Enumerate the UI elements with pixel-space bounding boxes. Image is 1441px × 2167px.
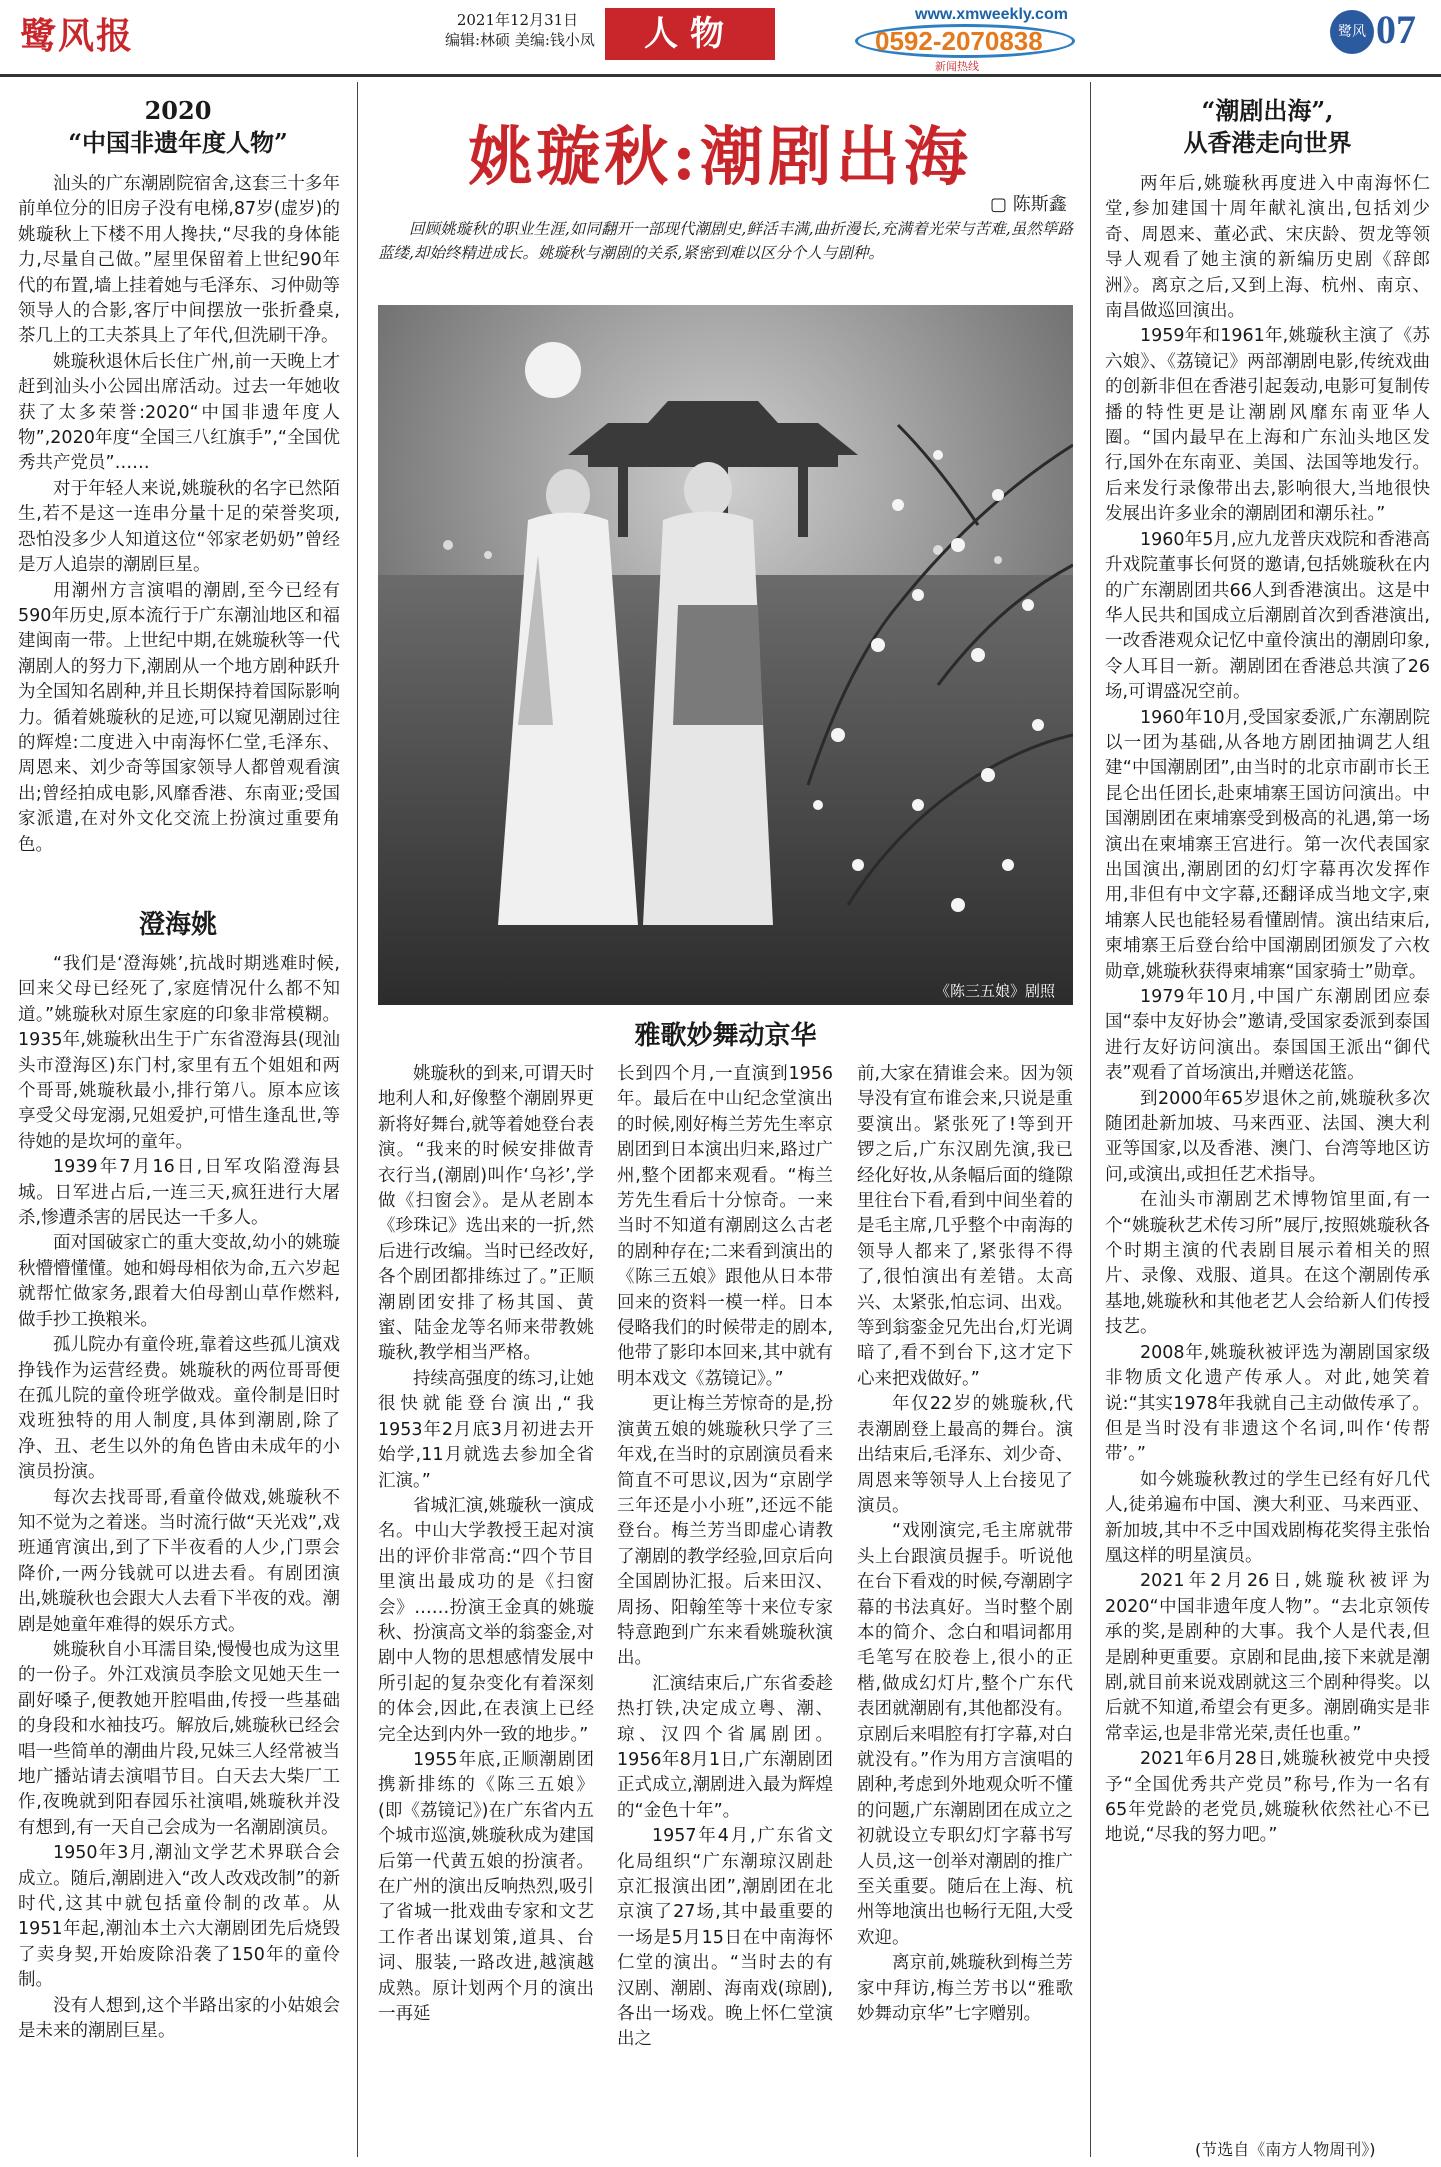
paragraph: 如今姚璇秋教过的学生已经有好几代人,徒弟遍布中国、澳大利亚、马来西亚、新加坡,其中不乏中国戏剧梅花奖得主张怡凰这样的明星演员。	[1105, 1469, 1430, 1566]
source-note: (节选自《南方人物周刊》)	[1195, 2140, 1376, 2159]
paragraph: 长到四个月,一直演到1956年。最后在中山纪念堂演出的时候,刚好梅兰芳先生率京剧团到日本演出归来,路过广州,整个团都来观看。“梅兰芳先生看后十分惊奇。一来当时不知道有潮剧这么古老的剧种存在;二来看到演出的《陈三五娘》跟他从日本带回来的资料一模一样。日本侵略我们的时候带走的剧本,他带了影印本回来,其中就有明本戏文《荔镜记》。”	[617, 1064, 833, 1389]
paragraph: “戏刚演完,毛主席就带头上台跟演员握手。听说他在台下看戏的时候,夸潮剧字幕的书法真好。当时整个剧本的简介、念白和唱词都用毛笔写在胶卷上,很小的正楷,做成幻灯片,整个广东代表团就潮剧有,其他都没有。京剧后来唱腔有打字幕,对白就没有。”作为用方言演唱的剧种,考虑到外地观众听不懂的问题,广东潮剧团在成立之初就设立专职幻灯字幕书写人员,这一创举对潮剧的推广至关重要。随后在上海、杭州等地演出也畅行无阻,大受欢迎。	[857, 1521, 1073, 1948]
paragraph: 前,大家在猜谁会来。因为领导没有宣布谁会来,只说是重要演出。紧张死了!等到开锣之后,广东汉剧先演,我已经化好妆,从条幅后面的缝隙里往台下看,看到中间坐着的是毛主席,几乎整个中南海的领导人都来了,紧张得不得了,很怕演出有差错。太高兴、太紧张,怕忘词、出戏。等到翁銮金兄先出台,灯光调暗了,看不到台下,这才定下心来把戏做好。”	[857, 1064, 1073, 1389]
paragraph: 1959年和1961年,姚璇秋主演了《苏六娘》、《荔镜记》两部潮剧电影,传统戏曲的创新非但在香港引起轰动,电影可复制传播的特性更是让潮剧风靡东南亚华人圈。“国内最早在上海和广东汕头地区发行,国外在东南亚、美国、法国等地发行。后来发行录像带出去,影响很大,当地很快发展出许多业余的潮剧团和潮乐社。”	[1105, 326, 1430, 525]
paragraph: 1955年底,正顺潮剧团携新排练的《陈三五娘》(即《荔镜记》)在广东省内五个城市巡演,姚璇秋成为建国后第一代黄五娘的扮演者。在广州的演出反响热烈,吸引了省城一批戏曲专家和文艺工作者出谋划策,道具、台词、服装,一路改进,越演越成熟。原计划两个月的演出一再延	[378, 1749, 594, 2025]
photo-caption: 《陈三五娘》剧照	[935, 982, 1056, 1000]
paragraph: 年仅22岁的姚璇秋,代表潮剧登上最高的舞台。演出结束后,毛泽东、刘少奇、周恩来等领导人上台接见了演员。	[857, 1394, 1073, 1516]
column-divider	[357, 82, 358, 2157]
header-rule	[0, 74, 1441, 77]
newspaper-logo: 鹭风报	[20, 15, 135, 57]
hotline-number: 0592-2070838	[875, 26, 1043, 56]
paragraph: 省城汇演,姚璇秋一演成名。中山大学教授王起对演出的评价非常高:“四个节目里演出最成功的是《扫窗会》……扮演王金真的姚璇秋、扮演高文举的翁銮金,对剧中人物的思想感情发展中所引起的复杂变化有着深刻的体会,因此,在表演上已经完全达到内外一致的地步。”	[378, 1495, 594, 1745]
issue-date: 2021年12月31日	[456, 11, 579, 29]
paragraph: 面对国破家亡的重大变故,幼小的姚璇秋懵懵懂懂。她和姆母相依为命,五六岁起就帮忙做家务,跟着大伯母割山草作燃料,做手抄工换粮米。	[18, 1233, 340, 1330]
paragraph: 1939年7月16日,日军攻陷澄海县城。日军进占后,一连三天,疯狂进行大屠杀,惨遭杀害的居民达一千多人。	[18, 1157, 340, 1229]
paragraph: 两年后,姚璇秋再度进入中南海怀仁堂,参加建国十周年献礼演出,包括刘少奇、周恩来、董必武、宋庆龄、贺龙等领导人观看了她主演的新编历史剧《辞郎洲》。离京之后,又到上海、杭州、南京、南昌做巡回演出。	[1105, 174, 1430, 322]
page-badge: 鹭风	[1330, 10, 1374, 54]
paragraph: 姚璇秋自小耳濡目染,慢慢也成为这里的一份子。外江戏演员李脍文见她天生一副好嗓子,便教她开腔唱曲,传授一些基础的身段和水袖技巧。解放后,姚璇秋已经会唱一些简单的潮曲片段,兄妹三人经常被当地广播站请去演唱节目。白天去大柴厂工作,夜晚就到阳春园乐社演唱,姚璇秋并没有想到,有一天自己会成为一名潮剧演员。	[18, 1639, 340, 1838]
paragraph: 姚璇秋的到来,可谓天时地利人和,好像整个潮剧界更新将好舞台,就等着她登台表演。“我来的时候安排做青衣行当,(潮剧)叫作‘乌衫’,学做《扫窗会》。是从老剧本《珍珠记》选出来的一折,然后进行改编。当时已经改好,各个剧团都排练过了。”正顺潮剧团安排了杨其国、黄蜜、陆金龙等名师来带教姚璇秋,教学相当严格。	[378, 1064, 594, 1364]
paragraph: 持续高强度的练习,让她很快就能登台演出,“我1953年2月底3月初进去开始学,11月就选去参加全省汇演。”	[378, 1368, 594, 1491]
paragraph: 对于年轻人来说,姚璇秋的名字已然陌生,若不是这一连串分量十足的荣誉奖项,恐怕没多少人知道这位“邻家老奶奶”曾经是万人追崇的潮剧巨星。	[18, 478, 340, 576]
paragraph: 1957年4月,广东省文化局组织“广东潮琼汉剧赴京汇报演出团”,潮剧团在北京演了27场,其中最重要的一场是5月15日在中南海怀仁堂的演出。“当时去的有汉剧、潮剧、海南戏(琼剧),各出一场戏。晚上怀仁堂演出之	[617, 1826, 833, 2050]
website-url: www.xmweekly.com	[915, 6, 1068, 23]
column-divider	[1090, 82, 1091, 2157]
paragraph: 2021年6月28日,姚璇秋被党中央授予“全国优秀共产党员”称号,作为一名有65年党龄的老党员,姚璇秋依然社心不已地说,“尽我的努力吧。”	[1105, 1749, 1430, 1846]
paragraph: 姚璇秋退休后长住广州,前一天晚上才赶到汕头小公园出席活动。过去一年她收获了太多荣誉:2020“中国非遗年度人物”,2020年度“全国三八红旗手”,“全国优秀共产党员”……	[18, 351, 340, 474]
paragraph: 汇演结束后,广东省委趁热打铁,决定成立粤、潮、琼、汉四个省属剧团。1956年8月1日,广东潮剧团正式成立,潮剧进入最为辉煌的“金色十年”。	[617, 1673, 833, 1821]
middle-heading: 雅歌妙舞动京华	[634, 1021, 817, 1051]
paragraph: 1960年5月,应九龙普庆戏院和香港高升戏院董事长何贤的邀请,包括姚璇秋在内的广东潮剧团共66人到香港演出。这是中华人民共和国成立后潮剧首次到香港演出,一改香港观众记忆中童伶演出的潮剧印象,令人耳目一新。潮剧团在香港总共演了26场,可谓盛况空前。	[1105, 529, 1430, 703]
paragraph: 孤儿院办有童伶班,靠着这些孤儿演戏挣钱作为运营经费。姚璇秋的两位哥哥便在孤儿院的童伶班学做戏。童伶制是旧时戏班独特的用人制度,具体到潮剧,除了净、丑、老生以外的角色皆由未成年的小演员扮演。	[18, 1335, 340, 1483]
right-column	[1105, 172, 1430, 2132]
hotline-label: 新闻热线	[935, 60, 979, 73]
photo-illustration	[378, 305, 1073, 1005]
paragraph: 在汕头市潮剧艺术博物馆里面,有一个“姚璇秋艺术传习所”展厅,按照姚璇秋各个时期主演的代表剧目展示着相关的照片、录像、戏服、道具。在这个潮剧传承基地,姚璇秋和其他老艺人会给新人们传授技艺。	[1105, 1190, 1430, 1338]
paragraph: 每次去找哥哥,看童伶做戏,姚璇秋不知不觉为之着迷。当时流行做“天光戏”,戏班通宵演出,到了下半夜看的人少,门票会降价,一两分钱就可以进去看。有剧团演出,姚璇秋也会跟大人去看下半夜的戏。潮剧是她童年难得的娱乐方式。	[18, 1487, 340, 1635]
performer-right	[643, 462, 773, 925]
article-lead: 回顾姚璇秋的职业生涯,如同翻开一部现代潮剧史,鲜活丰满,曲折漫长,充满着光荣与苦难,虽然筚路蓝缕,却始终精进成长。姚璇秋与潮剧的关系,紧密到难以区分个人与剧种。	[378, 220, 1073, 262]
paragraph: 到2000年65岁退休之前,姚璇秋多次随团赴新加坡、马来西亚、法国、澳大利亚等国家,以及香港、澳门、台湾等地区访问,或演出,或担任艺术指导。	[1105, 1088, 1430, 1185]
left-heading-1: 2020 “中国非遗年度人物”	[68, 96, 288, 157]
article-title: 姚璇秋:潮剧出海	[468, 120, 972, 195]
paragraph: 汕头的广东潮剧院宿舍,这套三十多年前单位分的旧房子没有电梯,87岁(虚岁)的姚璇秋上下楼不用人搀扶,“尽我的身体能力,尽量自己做。”屋里保留着上世纪90年代的布置,墙上挂着她与毛泽东、习仲勋等领导人的合影,客厅中间摆放一张折叠桌,茶几上的工夫茶具上了年代,但洗刷干净。	[18, 174, 340, 347]
byline: ▢ 陈斯鑫	[990, 194, 1067, 215]
paragraph: “我们是‘澄海姚’,抗战时期逃难时候,回来父母已经死了,家庭情况什么都不知道。”姚璇秋对原生家庭的印象非常模糊。1935年,姚璇秋出生于广东省澄海县(现汕头市澄海区)东门村,家里有五个姐姐和两个哥哥,姚璇秋最小,排行第八。原本应该享受父母宠溺,兄姐爱护,可惜生逢乱世,等待她的是坎坷的童年。	[18, 954, 340, 1152]
right-heading: “潮剧出海”, 从香港走向世界	[1183, 96, 1352, 157]
left-section-1	[18, 172, 340, 902]
paragraph: 2021年2月26日,姚璇秋被评为2020“中国非遗年度人物”。“去北京领传承的奖,是剧种的大事。我个人是代表,但是剧种更重要。京剧和昆曲,接下来就是潮剧,就目前来说戏剧就这三个剧种得奖。以后就不知道,希望会有更多。潮剧确实是非常幸运,也是非常光荣,责任也重。”	[1105, 1571, 1430, 1744]
issue-info	[445, 10, 595, 50]
page-number-block	[1330, 6, 1435, 54]
left-section-2	[18, 952, 340, 2157]
page-number: 07	[1376, 7, 1416, 52]
paragraph: 更让梅兰芳惊奇的是,扮演黄五娘的姚璇秋只学了三年戏,在当时的京剧演员看来简直不可思议,因为“京剧学三年还是小小班”,还远不能登台。梅兰芳当即虚心请教了潮剧的教学经验,回京后向全国剧协汇报。后来田汉、周扬、阳翰笙等十来位专家特意跑到广东来看姚璇秋演出。	[617, 1394, 833, 1669]
middle-column-1	[378, 1062, 594, 2157]
left-heading-2: 澄海姚	[138, 910, 217, 940]
middle-column-3	[857, 1062, 1073, 2157]
paragraph: 用潮州方言演唱的潮剧,至今已经有590年历史,原本流行于广东潮汕地区和福建闽南一带。上世纪中期,在姚璇秋等一代潮剧人的努力下,潮剧从一个地方剧种跃升为全国知名剧种,并且长期保持着国际影响力。循着姚璇秋的足迹,可以窥见潮剧过往的辉煌:二度进入中南海怀仁堂,毛泽东、周恩来、刘少奇等国家领导人都曾观看演出;曾经拍成电影,风靡香港、东南亚;受国家派遣,在对外文化交流上扮演过重要角色。	[18, 580, 340, 855]
paragraph: 没有人想到,这个半路出家的小姑娘会是未来的潮剧巨星。	[18, 1995, 340, 2042]
paragraph: 1979年10月,中国广东潮剧团应泰国“泰中友好协会”邀请,受国家委派到泰国进行友好访问演出。泰国国王派出“御代表”观看了首场演出,并赠送花篮。	[1105, 987, 1430, 1084]
middle-column-2	[617, 1062, 833, 2157]
editor-credits: 编辑:林硕 美编:钱小凤	[445, 31, 595, 49]
paragraph: 2008年,姚璇秋被评选为潮剧国家级非物质文化遗产传承人。对此,她笑着说:“其实1978年我就自己主动做传承了。但是当时没有非遗这个名词,叫作‘传帮带’。”	[1105, 1342, 1430, 1465]
paragraph: 离京前,姚璇秋到梅兰芳家中拜访,梅兰芳书以“雅歌妙舞动京华”七字赠别。	[857, 1953, 1073, 2025]
stage-photo	[378, 305, 1073, 1005]
paragraph: 1960年10月,受国家委派,广东潮剧院以一团为基础,从各地方剧团抽调艺人组建“中国潮剧团”,由当时的北京市副市长王昆仑出任团长,赴柬埔寨王国访问演出。中国潮剧团在柬埔寨受到极高的礼遇,第一场演出在柬埔寨王宫进行。第一次代表国家出国演出,潮剧团的幻灯字幕再次发挥作用,非但有中文字幕,还翻译成当地文字,柬埔寨人民也能轻易看懂剧情。演出结束后,柬埔寨王后登台给中国潮剧团颁发了六枚勋章,姚璇秋获得柬埔寨“国家骑士”勋章。	[1105, 707, 1430, 982]
section-label: 人物	[605, 8, 775, 60]
news-hotline	[855, 6, 1075, 73]
paragraph: 1950年3月,潮汕文学艺术界联合会成立。随后,潮剧进入“改人改戏改制”的新时代,这其中就包括童伶制的改革。从1951年起,潮汕本土六大潮剧团先后烧毁了卖身契,开始废除沿袭了150年的童伶制。	[18, 1843, 340, 1991]
